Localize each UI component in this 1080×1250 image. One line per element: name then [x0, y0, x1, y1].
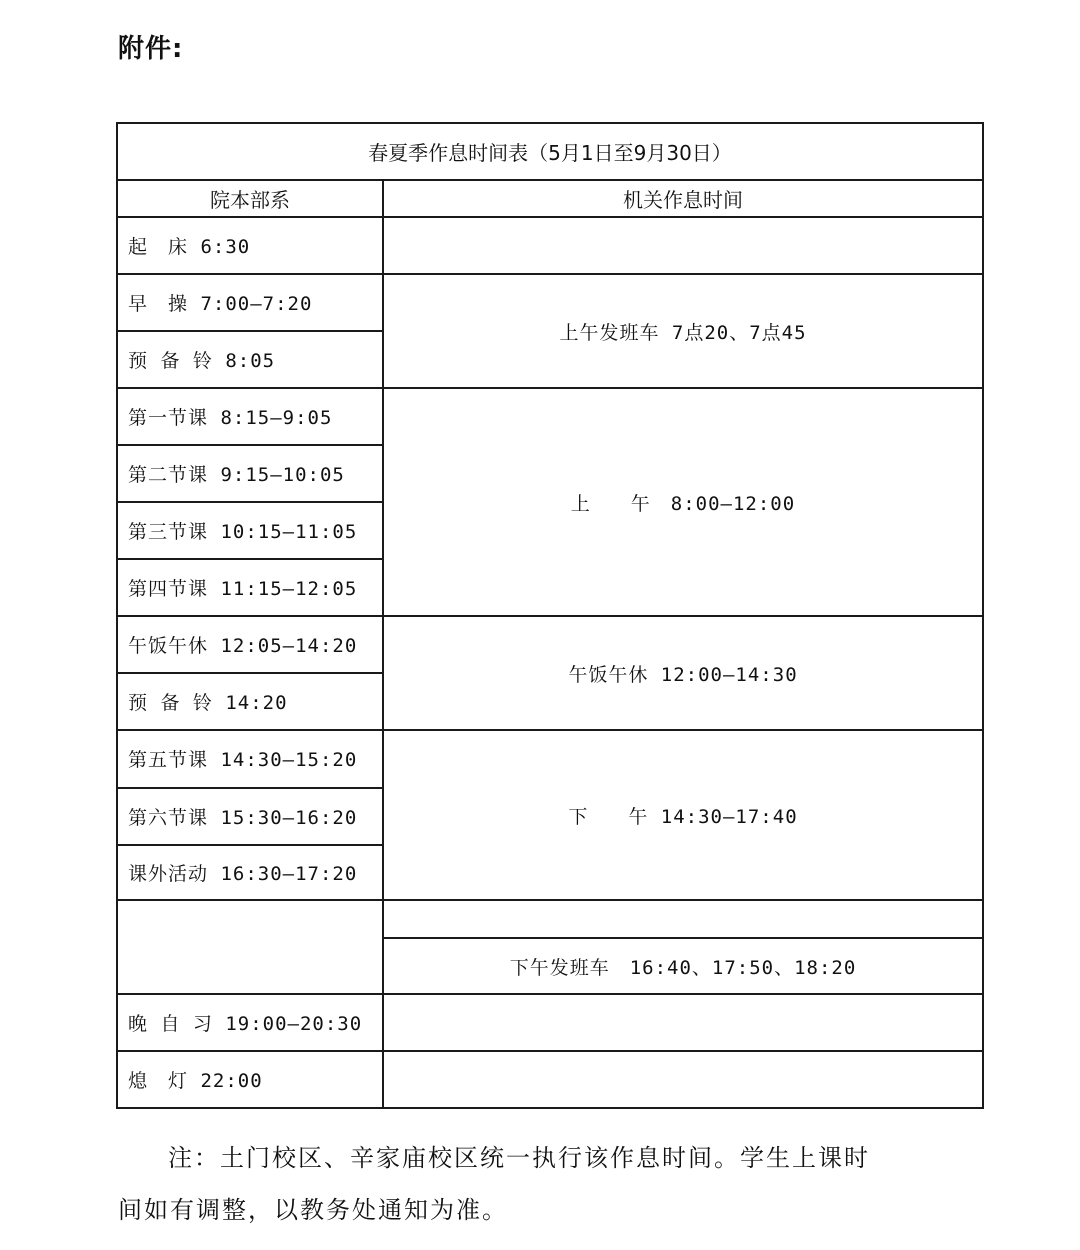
attachment-label: 附件: — [118, 34, 184, 64]
period-6-cell: 第六节课 15:30—16:20 — [117, 788, 383, 846]
table-row — [117, 1051, 983, 1108]
lunch-break-cell: 午饭午休 12:05—14:20 — [117, 616, 383, 673]
lights-out-cell: 熄 灯 22:00 — [117, 1051, 383, 1108]
table-caption-row — [117, 123, 983, 180]
column-header-campus: 院本部系 — [117, 180, 383, 217]
table-row — [117, 274, 983, 331]
period-2-cell: 第二节课 9:15—10:05 — [117, 445, 383, 502]
warning-bell-cell: 预 备 铃 8:05 — [117, 331, 383, 388]
table-row — [117, 994, 983, 1051]
schedule-table — [116, 122, 984, 1109]
activity-cell: 课外活动 16:30—17:20 — [117, 845, 383, 900]
office-afternoon-cell: 下 午 14:30—17:40 — [383, 730, 983, 900]
period-4-cell: 第四节课 11:15—12:05 — [117, 559, 383, 616]
table-row — [117, 730, 983, 788]
office-lunch-cell: 午饭午休 12:00—14:30 — [383, 616, 983, 730]
morning-shuttle-cell: 上午发班车 7点20、7点45 — [383, 274, 983, 388]
morning-exercise-cell: 早 操 7:00—7:20 — [117, 274, 383, 331]
footnote-line-1: 注：土门校区、辛家庙校区统一执行该作息时间。学生上课时 — [168, 1144, 870, 1172]
table-row — [117, 388, 983, 445]
wake-up-cell: 起 床 6:30 — [117, 217, 383, 274]
office-morning-cell: 上 午 8:00—12:00 — [383, 388, 983, 616]
office-afternoon-continued-cell — [383, 900, 983, 938]
table-row — [117, 900, 983, 938]
office-blank-cell — [383, 217, 983, 274]
table-header-row — [117, 180, 983, 217]
office-blank-cell — [383, 994, 983, 1051]
evening-study-cell: 晚 自 习 19:00—20:30 — [117, 994, 383, 1051]
period-1-cell: 第一节课 8:15—9:05 — [117, 388, 383, 445]
blank-left-cell — [117, 900, 383, 994]
column-header-office: 机关作息时间 — [383, 180, 983, 217]
afternoon-shuttle-cell: 下午发班车 16:40、17:50、18:20 — [383, 938, 983, 994]
table-caption: 春夏季作息时间表（5月1日至9月30日） — [117, 123, 983, 180]
footnote — [118, 1132, 968, 1236]
office-blank-cell — [383, 1051, 983, 1108]
afternoon-bell-cell: 预 备 铃 14:20 — [117, 673, 383, 730]
table-row — [117, 217, 983, 274]
table-row — [117, 616, 983, 673]
period-5-cell: 第五节课 14:30—15:20 — [117, 730, 383, 788]
footnote-line-2: 间如有调整，以教务处通知为准。 — [118, 1196, 508, 1224]
period-3-cell: 第三节课 10:15—11:05 — [117, 502, 383, 559]
